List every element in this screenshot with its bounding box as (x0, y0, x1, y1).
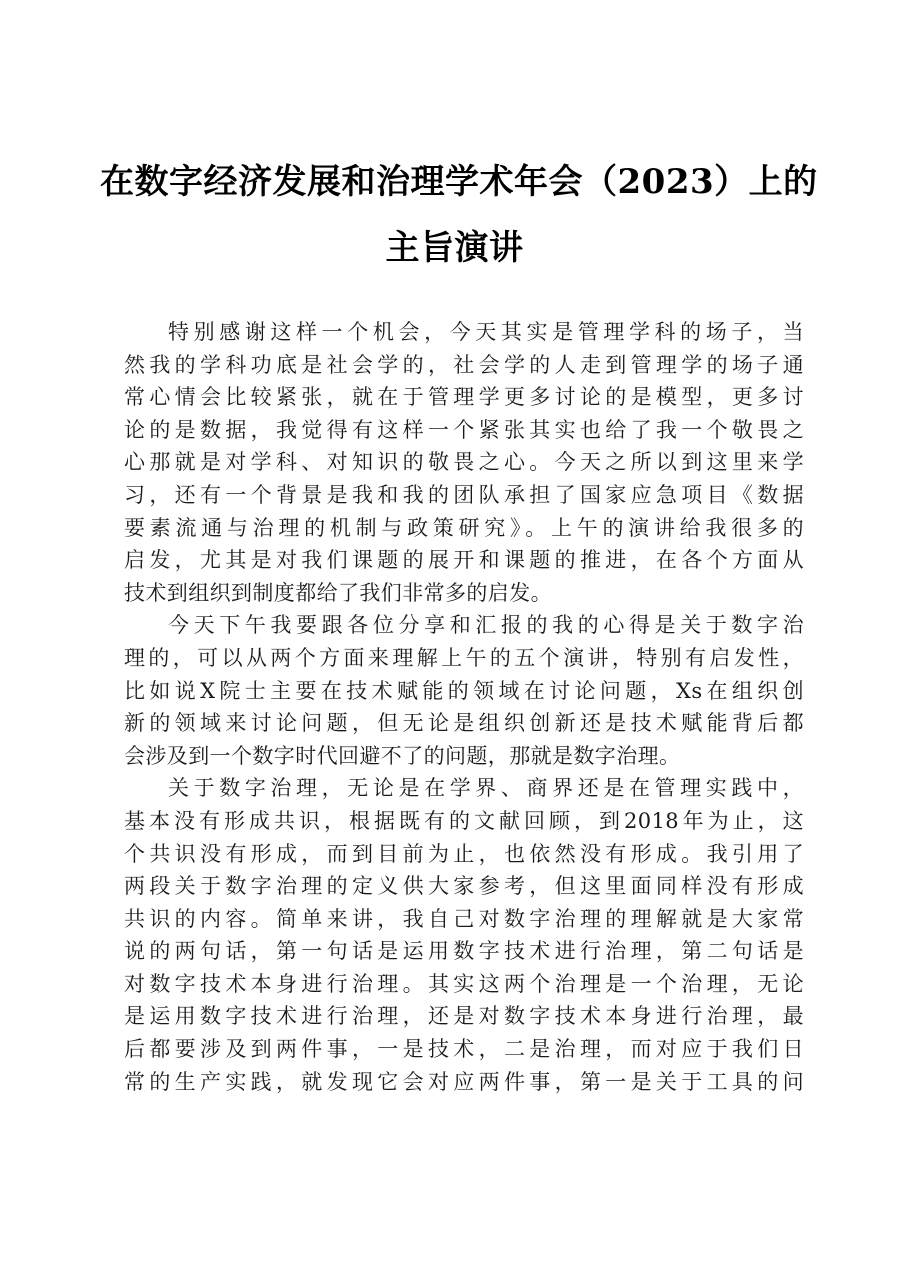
paragraph-line: 特别感谢这样一个机会，今天其实是管理学科的场子，当 (168, 320, 804, 344)
paragraph-line: 比如说X院士主要在技术赋能的领域在讨论问题，Xs在组织创 (124, 678, 804, 703)
paragraph-line: 关于数字治理，无论是在学界、商界还是在管理实践中， (168, 776, 804, 801)
paragraph-line: 个共识没有形成，而到目前为止，也依然没有形成。我引用了 (124, 841, 804, 866)
paragraph-line: 要素流通与治理的机制与政策研究》。上午的演讲给我很多的 (124, 515, 804, 540)
document-title-line-2: 主旨演讲 (385, 228, 524, 268)
document-body (124, 316, 804, 1098)
paragraph-line: 今天下午我要跟各位分享和汇报的我的心得是关于数字治 (168, 613, 804, 638)
paragraph (124, 316, 804, 609)
paragraph-line: 新的领域来讨论问题，但无论是组织创新还是技术赋能背后都 (124, 711, 804, 736)
paragraph-line: 说的两句话，第一句话是运用数字技术进行治理，第二句话是 (124, 939, 804, 964)
paragraph-line: 技术到组织到制度都给了我们非常多的启发。 (124, 580, 552, 605)
paragraph-line: 两段关于数字治理的定义供大家参考，但这里面同样没有形成 (124, 874, 804, 899)
paragraph-line: 会涉及到一个数字时代回避不了的问题，那就是数字治理。 (124, 743, 681, 768)
paragraph-line: 习，还有一个背景是我和我的团队承担了国家应急项目《数据 (124, 482, 804, 507)
paragraph-line: 启发，尤其是对我们课题的展开和课题的推进，在各个方面从 (124, 548, 804, 573)
paragraph-line: 对数字技术本身进行治理。其实这两个治理是一个治理，无论 (124, 971, 804, 996)
paragraph-line: 基本没有形成共识，根据既有的文献回顾，到2018年为止，这 (124, 808, 804, 833)
paragraph-line: 后都要涉及到两件事，一是技术，二是治理，而对应于我们日 (124, 1037, 804, 1062)
paragraph-line: 心那就是对学科、对知识的敬畏之心。今天之所以到这里来学 (124, 450, 804, 475)
paragraph-line: 常的生产实践，就发现它会对应两件事，第一是关于工具的问 (124, 1069, 804, 1094)
paragraph-line: 常心情会比较紧张，就在于管理学更多讨论的是模型，更多讨 (124, 385, 804, 410)
paragraph-line: 论的是数据，我觉得有这样一个紧张其实也给了我一个敬畏之 (124, 417, 804, 442)
paragraph-line: 理的，可以从两个方面来理解上午的五个演讲，特别有启发性， (124, 645, 804, 670)
paragraph (124, 609, 804, 772)
paragraph (124, 772, 804, 1098)
paragraph-line: 共识的内容。简单来讲，我自己对数字治理的理解就是大家常 (124, 906, 804, 931)
paragraph-line: 然我的学科功底是社会学的，社会学的人走到管理学的场子通 (124, 352, 804, 377)
paragraph-line: 是运用数字技术进行治理，还是对数字技术本身进行治理，最 (124, 1004, 804, 1029)
document-title-line-1: 在数字经济发展和治理学术年会（2023）上的 (100, 162, 818, 202)
